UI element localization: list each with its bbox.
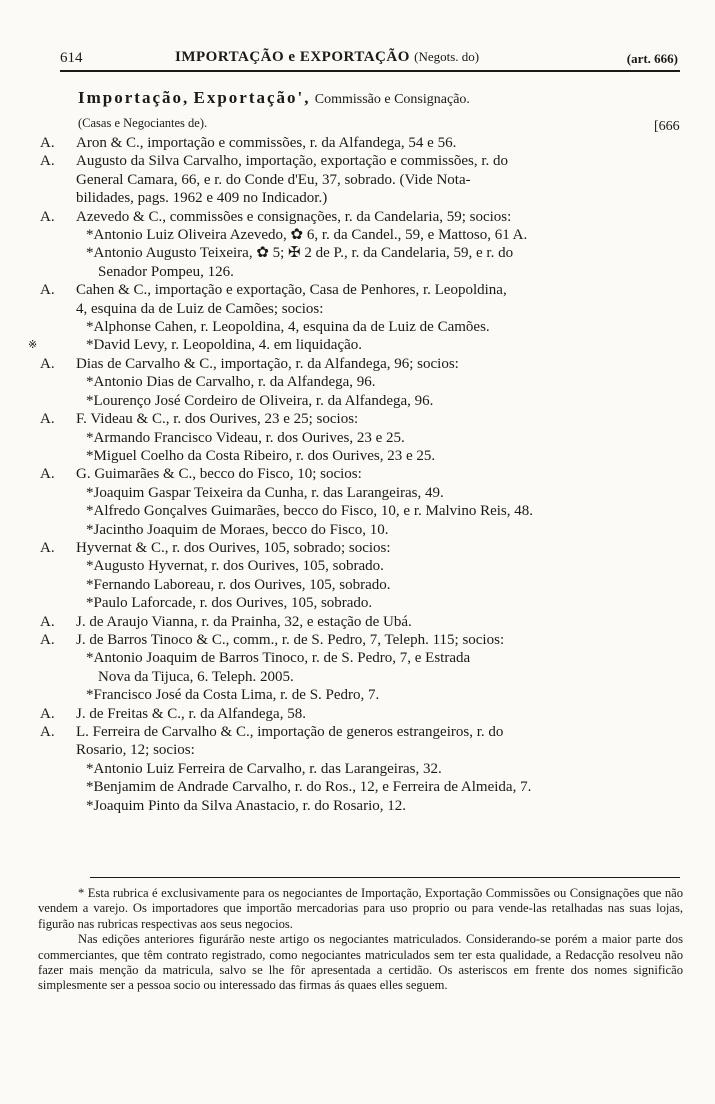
partner-line: *Augusto Hyvernat, r. dos Ourives, 105, sobrado. [86,558,384,575]
firm-prefix: A. [40,539,55,556]
firm-prefix: A. [40,355,55,372]
firm-line: bilidades, pags. 1962 e 409 no Indicador.) [76,190,328,207]
firm-prefix: A. [40,411,55,428]
firm-line: L. Ferreira de Carvalho & C., importação de generos estrangeiros, r. do [76,724,504,740]
partner-line: *Miguel Coelho da Costa Ribeiro, r. dos Ourives, 23 e 25. [86,447,436,464]
firm-line: Aron & C., importação e commissões, r. da Alfandega, 54 e 56. [76,135,457,151]
partner-line: *Alfredo Gonçalves Guimarães, becco do Fisco, 10, e r. Malvino Reis, 48. [86,503,533,520]
running-title-main: IMPORTAÇÃO e EXPORTAÇÃO [175,49,410,65]
firm-line: Rosario, 12; socios: [76,742,195,759]
firm-entry [40,539,680,613]
firm-entry [40,465,680,539]
partner-line: *Jacintho Joaquim de Moraes, becco do Fisco, 10. [86,521,389,538]
partner-line: *Joaquim Gaspar Teixeira da Cunha, r. das Larangeiras, 49. [86,484,444,501]
running-title [175,49,479,66]
section-title [78,88,698,108]
firm-entry [40,613,680,631]
firm-entry [40,631,680,705]
firm-prefix: A. [40,613,55,630]
running-title-sub: (Negots. do) [414,49,480,64]
firm-line: General Camara, 66, e r. do Conde d'Eu, 37, sobrado. (Vide Nota- [76,171,471,188]
firm-line: Cahen & C., importação e exportação, Casa de Penhores, r. Leopoldina, [76,282,507,299]
firm-prefix: A. [40,705,55,722]
partner-line: *Benjamim de Andrade Carvalho, r. do Ros., 12, e Ferreira de Almeida, 7. [86,779,532,796]
section-title-rest: Commissão e Consignação. [314,92,470,107]
footnotes [38,886,683,994]
firm-line: Azevedo & C., commissões e consignações, r. da Candelaria, 59; socios: [76,208,512,225]
section-title-importacao: Importação, [78,88,190,107]
partner-line: Senador Pompeu, 126. [98,263,234,280]
firm-prefix: A. [40,153,55,170]
partner-line: *Francisco José da Costa Lima, r. de S. Pedro, 7. [86,687,380,704]
footnote-rubrica: * Esta rubrica é exclusivamente para os negociantes de Importação, Exportação Commissões ou Consignações que não vendem a varejo. Os importadores que importão mercadorias para uso proprio ou para vende-las retalhadas nas suas lojas, figurão nas rubricas respectivas aos seus negocios. [38,886,683,931]
firm-line: J. de Barros Tinoco & C., comm., r. de S. Pedro, 7, Teleph. 115; socios: [76,631,505,648]
firm-entry [40,134,680,152]
section-number: [666 [654,119,680,134]
partner-line: *Fernando Laboreau, r. dos Ourives, 105, sobrado. [86,576,391,593]
partner-line: Nova da Tijuca, 6. Teleph. 2005. [98,668,294,685]
partner-line: *David Levy, r. Leopoldina, 4. em liquidação. [86,337,363,354]
firm-entry [40,355,680,410]
firm-line: Hyvernat & C., r. dos Ourives, 105, sobrado; socios: [76,539,391,556]
firm-line: J. de Freitas & C., r. da Alfandega, 58. [76,705,306,722]
partner-line: *Joaquim Pinto da Silva Anastacio, r. do Rosario, 12. [86,797,406,814]
firm-entry [40,152,680,207]
footnote-rule [90,877,680,878]
article-ref: (art. 666) [626,51,678,66]
firm-line: Dias de Carvalho & C., importação, r. da Alfandega, 96; socios: [76,355,459,372]
page-header [60,48,680,72]
firm-entry [28,281,680,355]
partner-line: *Armando Francisco Videau, r. dos Ourives, 23 e 25. [86,429,405,446]
section-note: (Casas e Negociantes de). [78,116,208,130]
firm-entry [40,705,680,723]
firm-line: J. de Araujo Vianna, r. da Prainha, 32, e estação de Ubá. [76,613,412,630]
firm-line: 4, esquina da de Luiz de Camões; socios: [76,300,324,317]
footnote-edicoes: Nas edições anteriores figurárão neste artigo os negociantes matriculados. Considerando-se porém a maior parte dos commerciantes, que têm contrato registrado, como negociantes matriculados sem ter esta qualidade, a Redacção resolveu não fazer mais menção da matricula, salvo se lhe fôr apresentada a certidão. Os asteriscos em frente dos nomes significão simplesmente ser a pessoa socio ou interessado das firmas ás quaes elles seguem. [38,932,683,993]
section-title-exportacao: Exportação', [193,88,311,107]
partner-line: *Antonio Dias de Carvalho, r. da Alfandega, 96. [86,374,376,391]
margin-mark: ※ [28,339,38,352]
page-number: 614 [60,50,83,66]
partner-line: *Antonio Luiz Ferreira de Carvalho, r. das Larangeiras, 32. [86,760,442,777]
partner-line: *Alphonse Cahen, r. Leopoldina, 4, esquina da de Luiz de Camões. [86,319,490,336]
firm-prefix: A. [40,208,55,225]
firm-prefix: A. [40,135,55,151]
partner-line: *Antonio Joaquim de Barros Tinoco, r. de S. Pedro, 7, e Estrada [86,650,471,667]
firm-prefix: A. [40,466,55,483]
firm-entry [40,208,680,282]
firm-line: G. Guimarães & C., becco do Fisco, 10; socios: [76,466,362,483]
firm-entry [40,723,680,815]
partner-line: *Paulo Laforcade, r. dos Ourives, 105, sobrado. [86,595,373,612]
firm-prefix: A. [40,282,55,299]
firm-entry [40,410,680,465]
partner-line: *Lourenço José Cordeiro de Oliveira, r. da Alfandega, 96. [86,392,434,409]
partner-line: *Antonio Luiz Oliveira Azevedo, ✿ 6, r. da Candel., 59, e Mattoso, 61 A. [86,227,528,244]
entries-list [28,134,680,815]
firm-line: F. Videau & C., r. dos Ourives, 23 e 25; socios: [76,411,359,428]
partner-line: *Antonio Augusto Teixeira, ✿ 5; ✠ 2 de P., r. da Candelaria, 59, e r. do [86,245,514,262]
firm-line: Augusto da Silva Carvalho, importação, exportação e commissões, r. do [76,153,508,170]
firm-prefix: A. [40,724,55,740]
firm-prefix: A. [40,631,55,648]
